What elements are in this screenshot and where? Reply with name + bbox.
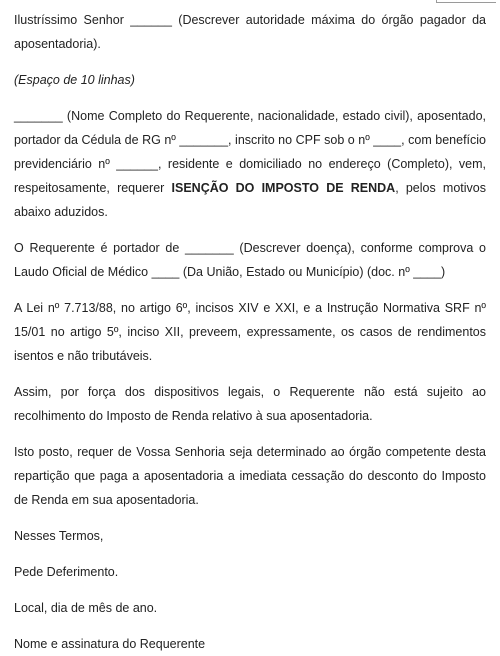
request-text-end: , pelos motivos abaixo aduzidos. — [14, 181, 486, 219]
final-request-paragraph: Isto posto, requer de Vossa Senhoria seja determinado ao órgão competente desta repartição que paga a aposentadoria a imediata cessação do desconto do Imposto de Renda em sua aposentadoria. — [14, 445, 486, 507]
therefore-paragraph: Assim, por força dos dispositivos legais, o Requerente não está sujeito ao recolhimento do Imposto de Renda relativo à sua aposentadoria. — [14, 385, 486, 423]
closing-terms: Nesses Termos, — [14, 529, 104, 543]
request-title-bold: ISENÇÃO DO IMPOSTO DE RENDA — [171, 181, 396, 195]
place-date: Local, dia de mês de ano. — [14, 601, 158, 615]
disease-paragraph: O Requerente é portador de _______ (Descrever doença), conforme comprova o Laudo Oficial de Médico ____ (Da União, Estado ou Município) (doc. nº ____) — [14, 241, 486, 279]
space-note: (Espaço de 10 linhas) — [14, 73, 135, 87]
request-paragraph — [14, 104, 486, 224]
request-text-start: _______ (Nome Completo do Requerente, nacionalidade, estado civil), aposentado, portador da Cédula de RG nº _______, inscrito no CPF sob o nº ____, com benefício previdenciário nº ______, residente e domiciliado no endereço (Completo), vem, respeitosamente, requerer — [14, 109, 486, 195]
salutation: Ilustríssimo Senhor ______ (Descrever autoridade máxima do órgão pagador da aposentadoria). — [14, 13, 486, 51]
closing-request: Pede Deferimento. — [14, 565, 119, 579]
signature-line: Nome e assinatura do Requerente — [14, 637, 206, 651]
top-edge-fragment — [436, 0, 496, 3]
law-paragraph: A Lei nº 7.713/88, no artigo 6º, incisos XIV e XXI, e a Instrução Normativa SRF nº 15/01 no artigo 5º, inciso XII, preveem, expressamente, os casos de rendimentos isentos e não tributáveis. — [14, 301, 486, 363]
